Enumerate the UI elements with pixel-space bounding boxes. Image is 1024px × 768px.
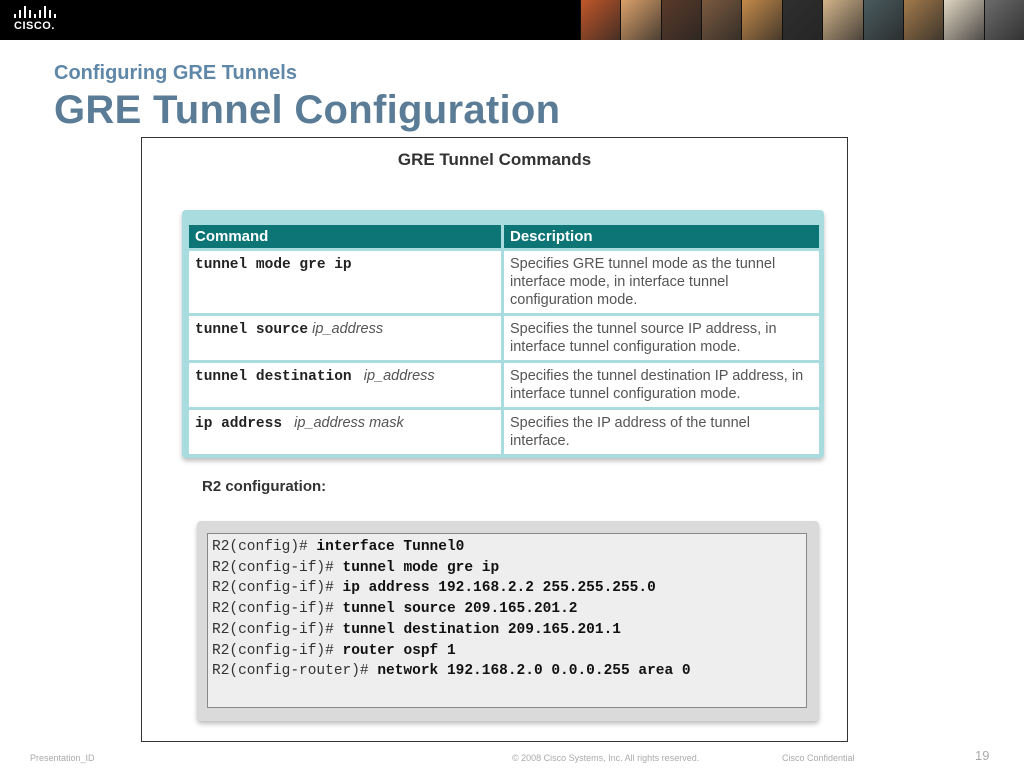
header-photo xyxy=(822,0,862,40)
column-header-command: Command xyxy=(189,225,501,248)
column-header-description: Description xyxy=(504,225,819,248)
config-line xyxy=(212,620,802,641)
top-bar xyxy=(0,0,1024,40)
header-photo xyxy=(782,0,822,40)
slide-subtitle: Configuring GRE Tunnels xyxy=(54,62,297,84)
config-line xyxy=(212,537,802,558)
config-command: router ospf 1 xyxy=(342,642,456,659)
table-row xyxy=(189,363,819,407)
header-photo xyxy=(701,0,741,40)
command-argument: ip_address xyxy=(312,321,384,337)
command-cell xyxy=(189,363,501,407)
table-row xyxy=(189,316,819,360)
description-cell: Specifies GRE tunnel mode as the tunnel interface mode, in interface tunnel configuration mode. xyxy=(504,251,819,313)
header-photo xyxy=(943,0,983,40)
cisco-bars-icon xyxy=(14,6,58,18)
commands-table xyxy=(186,222,822,457)
cisco-logo xyxy=(12,6,60,34)
config-prompt: R2(config-if)# xyxy=(212,621,343,638)
config-frame xyxy=(197,521,819,721)
header-photo xyxy=(580,0,620,40)
config-command: tunnel mode gre ip xyxy=(342,559,500,576)
command-cell xyxy=(189,251,501,313)
config-line xyxy=(212,599,802,620)
command-argument: ip_address mask xyxy=(294,415,404,431)
description-cell: Specifies the IP address of the tunnel interface. xyxy=(504,410,819,454)
config-prompt: R2(config-if)# xyxy=(212,580,343,597)
config-listing xyxy=(207,533,807,708)
description-cell: Specifies the tunnel destination IP address, in interface tunnel configuration mode. xyxy=(504,363,819,407)
description-cell: Specifies the tunnel source IP address, in interface tunnel configuration mode. xyxy=(504,316,819,360)
config-prompt: R2(config-router)# xyxy=(212,663,378,680)
header-photo xyxy=(863,0,903,40)
figure-heading: GRE Tunnel Commands xyxy=(397,150,592,169)
command-cell xyxy=(189,316,501,360)
page-number: 19 xyxy=(975,748,990,763)
command-text: tunnel destination xyxy=(195,369,352,385)
cisco-wordmark: CISCO. xyxy=(14,20,55,32)
config-prompt: R2(config)# xyxy=(212,539,317,555)
config-line xyxy=(212,661,802,682)
command-text: tunnel mode gre ip xyxy=(195,257,352,273)
figure-panel xyxy=(141,137,848,742)
config-line xyxy=(212,641,802,662)
header-photo xyxy=(984,0,1024,40)
header-photo xyxy=(903,0,943,40)
command-argument: ip_address xyxy=(363,368,435,384)
config-line xyxy=(212,578,802,599)
header-photo xyxy=(741,0,781,40)
config-prompt: R2(config-if)# xyxy=(212,559,343,576)
commands-table-frame xyxy=(182,210,824,458)
config-prompt: R2(config-if)# xyxy=(212,642,343,659)
command-cell xyxy=(189,410,501,454)
config-command: network 192.168.2.0 0.0.0.255 area 0 xyxy=(377,663,691,680)
config-command: interface Tunnel0 xyxy=(316,539,465,555)
header-photo xyxy=(661,0,701,40)
table-header-row xyxy=(189,225,819,248)
config-command: ip address 192.168.2.2 255.255.255.0 xyxy=(342,580,656,597)
config-command: tunnel destination 209.165.201.1 xyxy=(342,621,621,638)
config-label: R2 configuration: xyxy=(202,478,327,495)
config-prompt: R2(config-if)# xyxy=(212,601,343,618)
header-photo xyxy=(620,0,660,40)
header-photo-strip xyxy=(580,0,1024,40)
footer-presentation-id: Presentation_ID xyxy=(30,753,95,763)
slide-title: GRE Tunnel Configuration xyxy=(54,88,561,132)
command-text: tunnel source xyxy=(195,322,309,338)
footer-confidential: Cisco Confidential xyxy=(782,753,855,763)
config-command: tunnel source 209.165.201.2 xyxy=(342,601,578,618)
config-line xyxy=(212,558,802,579)
table-row xyxy=(189,251,819,313)
command-text: ip address xyxy=(195,416,283,432)
footer-copyright: © 2008 Cisco Systems, Inc. All rights reserved. xyxy=(512,753,700,763)
table-row xyxy=(189,410,819,454)
